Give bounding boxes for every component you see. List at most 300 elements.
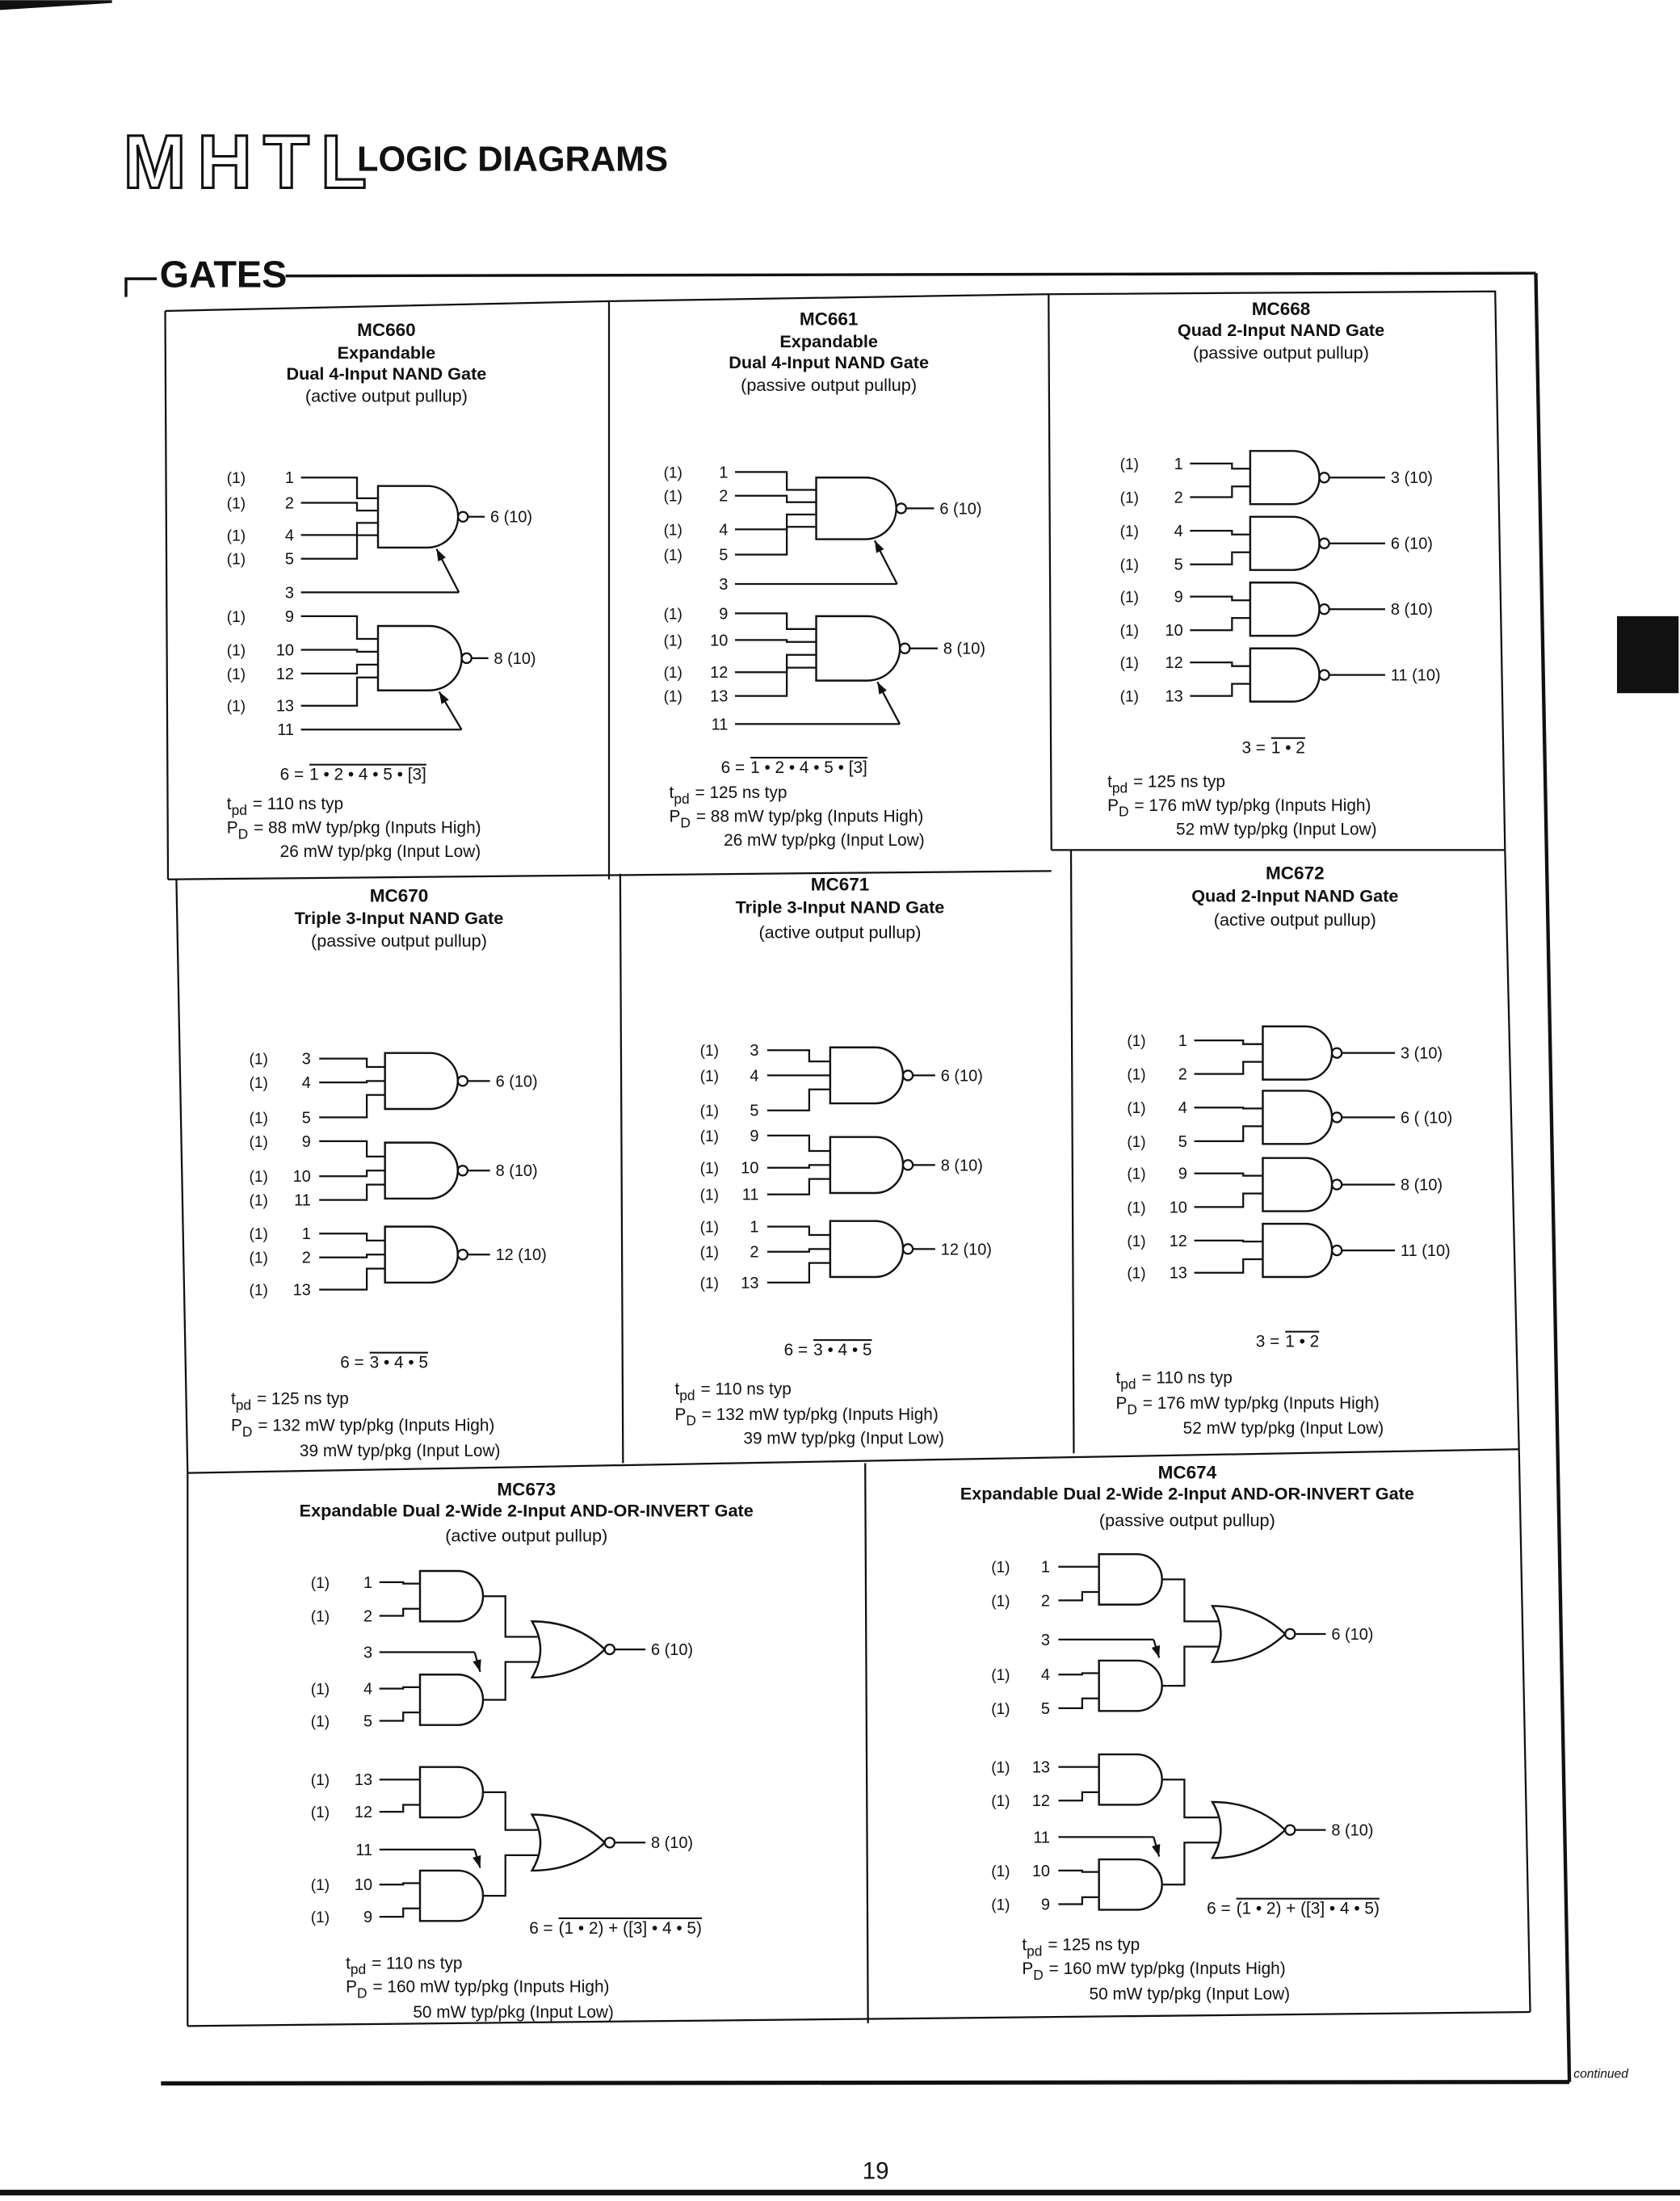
and-gate-symbol bbox=[420, 1767, 483, 1817]
inversion-bubble bbox=[1285, 1629, 1295, 1639]
pin-prefix: (1) bbox=[699, 1043, 719, 1061]
pin-prefix: (1) bbox=[1127, 1233, 1146, 1250]
and-gate-symbol bbox=[420, 1674, 483, 1724]
pin-number: 5 bbox=[1040, 1699, 1050, 1718]
pd-subscript: D bbox=[1033, 1967, 1044, 1984]
output-type: (active output pullup) bbox=[758, 922, 922, 943]
tpd-symbol: t bbox=[1115, 1368, 1121, 1388]
arrow-icon bbox=[1152, 1844, 1160, 1857]
and-gate-symbol bbox=[420, 1571, 483, 1621]
inversion-bubble bbox=[458, 512, 468, 522]
input-wire bbox=[735, 527, 817, 554]
inversion-bubble bbox=[897, 503, 906, 513]
nor-gate-symbol bbox=[532, 1621, 605, 1677]
pin-number: 1 bbox=[1178, 1032, 1187, 1050]
tpd-subscript: pd bbox=[235, 1397, 252, 1413]
input-wire bbox=[1058, 1592, 1098, 1600]
pin-number: 13 bbox=[741, 1274, 759, 1292]
inversion-bubble bbox=[1332, 1112, 1342, 1122]
pin-prefix: (1) bbox=[310, 1608, 330, 1626]
pd-subscript: D bbox=[1118, 803, 1129, 820]
pin-prefix: (1) bbox=[1127, 1133, 1146, 1151]
tpd-symbol: t bbox=[1107, 772, 1112, 792]
pd-high-value: = 176 mW typ/pkg (Inputs High) bbox=[1142, 1393, 1380, 1413]
gate-diagrams bbox=[227, 299, 1452, 2022]
equation-expression: 1 • 2 bbox=[1270, 738, 1305, 758]
inversion-bubble bbox=[458, 1250, 468, 1259]
propagation-delay bbox=[1107, 772, 1225, 796]
equation-expression: 3 • 4 • 5 bbox=[369, 1353, 429, 1372]
output-pin-label: 6 (10) bbox=[651, 1641, 694, 1659]
pin-prefix: (1) bbox=[699, 1128, 719, 1145]
power-dissipation-high bbox=[674, 1405, 938, 1429]
tpd-value: = 110 ns typ bbox=[700, 1380, 792, 1399]
power-dissipation-low: 52 mW typ/pkg (Input Low) bbox=[1182, 1419, 1384, 1439]
nand-gate-symbol bbox=[385, 1143, 458, 1199]
pin-prefix: (1) bbox=[991, 1559, 1010, 1577]
and-gate-symbol bbox=[1099, 1754, 1162, 1804]
pin-prefix: (1) bbox=[991, 1793, 1010, 1811]
input-wire bbox=[735, 496, 817, 502]
pin-number: 2 bbox=[1174, 489, 1183, 507]
equation-output: 6 = bbox=[720, 758, 746, 777]
pd-subscript: D bbox=[237, 825, 249, 842]
pin-number: 11 bbox=[1033, 1829, 1050, 1847]
equation-expression: 1 • 2 • 4 • 5 • [3] bbox=[309, 765, 426, 784]
and-gate-symbol bbox=[1099, 1554, 1162, 1604]
tpd-symbol: t bbox=[231, 1389, 236, 1409]
pin-number: 2 bbox=[284, 494, 294, 513]
pin-number: 4 bbox=[750, 1067, 759, 1086]
gate-description: Expandable Dual 2-Wide 2-Input AND-OR-INVERT Gate bbox=[960, 1483, 1414, 1504]
nand-gate-symbol bbox=[830, 1137, 903, 1193]
pin-number: 11 bbox=[355, 1841, 373, 1859]
tpd-value: = 125 ns typ bbox=[256, 1389, 349, 1409]
power-dissipation-high bbox=[1107, 796, 1371, 820]
pin-prefix: (1) bbox=[1127, 1033, 1146, 1050]
input-wire bbox=[319, 1185, 384, 1200]
pin-prefix: (1) bbox=[1119, 688, 1139, 706]
pin-number: 2 bbox=[301, 1249, 311, 1267]
input-wire bbox=[1195, 1062, 1263, 1074]
equation-output: 3 = bbox=[1255, 1332, 1280, 1351]
equation-output: 6 = bbox=[783, 1341, 808, 1360]
pin-prefix: (1) bbox=[1119, 456, 1139, 473]
input-wire bbox=[1190, 597, 1250, 601]
pd-high-value: = 88 mW typ/pkg (Inputs High) bbox=[254, 818, 481, 838]
pin-number: 12 bbox=[354, 1804, 373, 1822]
input-wire bbox=[1058, 1792, 1098, 1800]
pin-prefix: (1) bbox=[310, 1877, 330, 1895]
tpd-value: = 110 ns typ bbox=[372, 1954, 463, 1973]
input-wire bbox=[319, 1141, 384, 1157]
pin-prefix: (1) bbox=[699, 1160, 719, 1178]
and-gate-symbol bbox=[1099, 1661, 1162, 1711]
equation-expression: 1 • 2 • 4 • 5 • [3] bbox=[750, 758, 867, 777]
continued-note: continued bbox=[1573, 2067, 1628, 2081]
pin-prefix: (1) bbox=[991, 1863, 1010, 1880]
pin-prefix: (1) bbox=[249, 1282, 268, 1300]
input-wire bbox=[319, 1269, 384, 1290]
pin-number: 10 bbox=[741, 1159, 759, 1178]
pin-prefix: (1) bbox=[249, 1169, 268, 1187]
pin-number: 2 bbox=[719, 487, 729, 506]
pin-prefix: (1) bbox=[249, 1051, 268, 1069]
tpd-value: = 110 ns typ bbox=[1141, 1368, 1233, 1388]
pin-number: 9 bbox=[1040, 1896, 1050, 1914]
pd-high-value: = 160 mW typ/pkg (Inputs High) bbox=[1048, 1959, 1286, 1979]
and-to-or-wire bbox=[1162, 1579, 1218, 1621]
power-dissipation-high bbox=[231, 1417, 494, 1440]
output-pin-label: 6 (10) bbox=[1331, 1625, 1374, 1644]
tpd-symbol: t bbox=[1022, 1935, 1027, 1955]
and-gate-symbol bbox=[420, 1871, 483, 1921]
pd-symbol: P bbox=[674, 1405, 687, 1424]
pd-high-value: = 88 mW typ/pkg (Inputs High) bbox=[695, 807, 924, 826]
pd-high-value: = 132 mW typ/pkg (Inputs High) bbox=[701, 1405, 939, 1424]
propagation-delay bbox=[346, 1954, 462, 1977]
pin-number: 1 bbox=[363, 1573, 373, 1592]
input-wire bbox=[1195, 1107, 1263, 1108]
pin-number: 4 bbox=[363, 1680, 373, 1699]
pin-prefix: (1) bbox=[226, 495, 246, 513]
arrow-icon bbox=[472, 1855, 481, 1868]
pin-number: 12 bbox=[1169, 1232, 1187, 1250]
pd-high-value: = 176 mW typ/pkg (Inputs High) bbox=[1134, 796, 1371, 815]
pin-number: 9 bbox=[1178, 1165, 1187, 1183]
pin-number: 9 bbox=[719, 605, 729, 624]
propagation-delay bbox=[1022, 1936, 1140, 1959]
input-wire bbox=[319, 1254, 384, 1257]
gate-cell-3 bbox=[231, 885, 547, 1460]
output-pin-label: 8 (10) bbox=[494, 649, 536, 668]
pin-prefix: (1) bbox=[226, 642, 246, 660]
logic-equation bbox=[529, 1919, 702, 1938]
pin-number: 4 bbox=[1178, 1099, 1187, 1118]
input-wire bbox=[735, 613, 817, 628]
equation-expression: (1 • 2) + ([3] • 4 • 5) bbox=[558, 1918, 702, 1938]
inversion-bubble bbox=[458, 1166, 468, 1175]
pin-prefix: (1) bbox=[699, 1275, 719, 1292]
nand-gate-symbol bbox=[385, 1053, 458, 1109]
pin-prefix: (1) bbox=[249, 1250, 268, 1267]
pin-prefix: (1) bbox=[310, 1681, 330, 1699]
input-wire bbox=[380, 1884, 420, 1885]
output-type: (passive output pullup) bbox=[1193, 342, 1369, 363]
pin-number: 10 bbox=[1165, 622, 1183, 641]
tpd-subscript: pd bbox=[231, 802, 247, 819]
nand-gate-symbol bbox=[378, 486, 458, 548]
pin-number: 5 bbox=[719, 546, 729, 565]
input-wire bbox=[319, 1095, 384, 1118]
nand-gate-symbol bbox=[1262, 1158, 1332, 1212]
and-to-or-wire bbox=[483, 1792, 538, 1830]
gate-cell-7 bbox=[960, 1463, 1414, 2004]
input-wire bbox=[1058, 1897, 1098, 1905]
equation-expression: (1 • 2) + ([3] • 4 • 5) bbox=[1236, 1899, 1380, 1918]
tpd-subscript: pd bbox=[1111, 779, 1128, 796]
inversion-bubble bbox=[903, 1244, 913, 1254]
power-dissipation-low: 50 mW typ/pkg (Input Low) bbox=[1089, 1985, 1291, 2004]
output-pin-label: 8 (10) bbox=[1331, 1821, 1374, 1840]
pin-prefix: (1) bbox=[1119, 523, 1139, 541]
pin-prefix: (1) bbox=[1127, 1166, 1146, 1183]
nor-gate-symbol bbox=[532, 1815, 605, 1871]
inversion-bubble bbox=[605, 1644, 615, 1654]
pin-number: 3 bbox=[301, 1050, 311, 1069]
output-pin-label: 6 ( (10) bbox=[1401, 1109, 1453, 1128]
pin-number: 13 bbox=[1031, 1758, 1050, 1777]
logic-equation bbox=[1256, 1333, 1319, 1351]
output-pin-label: 6 (10) bbox=[1390, 535, 1433, 553]
tpd-value: = 125 ns typ bbox=[1133, 772, 1225, 792]
nand-gate-symbol bbox=[1262, 1224, 1332, 1277]
input-wire bbox=[301, 616, 378, 639]
pin-number: 4 bbox=[1040, 1666, 1050, 1685]
arrow-icon bbox=[472, 1659, 481, 1672]
pin-number: 1 bbox=[1174, 455, 1183, 473]
equation-expression: 3 • 4 • 5 bbox=[813, 1341, 872, 1360]
power-dissipation-high bbox=[1115, 1394, 1379, 1418]
gate-description: Expandable Dual 2-Wide 2-Input AND-OR-INVERT Gate bbox=[299, 1500, 754, 1521]
input-wire bbox=[301, 649, 378, 651]
arrow-icon bbox=[436, 549, 445, 561]
nand-gate-symbol bbox=[817, 616, 901, 681]
arrow-icon bbox=[875, 540, 884, 552]
inversion-bubble bbox=[1332, 1048, 1342, 1058]
pin-prefix: (1) bbox=[991, 1759, 1010, 1777]
pin-prefix: (1) bbox=[249, 1192, 268, 1210]
gate-cell-5 bbox=[1115, 863, 1452, 1438]
pin-prefix: (1) bbox=[249, 1075, 268, 1092]
pin-number: 11 bbox=[277, 721, 294, 740]
gate-description: Expandable bbox=[779, 331, 878, 352]
pin-number: 9 bbox=[363, 1909, 373, 1927]
inversion-bubble bbox=[462, 653, 472, 663]
logic-equation bbox=[1207, 1900, 1380, 1918]
pin-prefix: (1) bbox=[1127, 1100, 1146, 1118]
pin-prefix: (1) bbox=[699, 1068, 719, 1086]
input-wire bbox=[1190, 662, 1250, 666]
part-number: MC670 bbox=[369, 885, 429, 906]
output-pin-label: 3 (10) bbox=[1401, 1044, 1443, 1063]
pin-prefix: (1) bbox=[310, 1772, 330, 1790]
input-wire bbox=[1195, 1126, 1263, 1140]
page-title: LOGIC DIAGRAMS bbox=[357, 140, 669, 179]
pd-subscript: D bbox=[680, 814, 691, 831]
pd-subscript: D bbox=[686, 1412, 696, 1429]
gate-description: Triple 3-Input NAND Gate bbox=[294, 908, 504, 929]
input-wire bbox=[301, 523, 378, 535]
nand-gate-symbol bbox=[1250, 649, 1320, 702]
scan-mark bbox=[0, 0, 112, 10]
power-dissipation-high bbox=[346, 1978, 609, 2001]
pd-subscript: D bbox=[242, 1423, 253, 1440]
pin-prefix: (1) bbox=[663, 522, 682, 540]
pin-prefix: (1) bbox=[249, 1110, 268, 1128]
tpd-symbol: t bbox=[669, 783, 674, 803]
nand-gate-symbol bbox=[1262, 1027, 1332, 1080]
frame bbox=[126, 273, 1569, 2083]
output-pin-label: 8 (10) bbox=[943, 640, 985, 658]
logic-equation bbox=[784, 1341, 872, 1359]
output-pin-label: 6 (10) bbox=[495, 1073, 538, 1091]
logic-equation bbox=[1241, 739, 1304, 758]
pin-number: 5 bbox=[363, 1712, 373, 1731]
power-dissipation-high bbox=[670, 808, 924, 831]
mhtl-logo: MHTL bbox=[123, 119, 378, 204]
inversion-bubble bbox=[458, 1076, 468, 1086]
output-pin-label: 8 (10) bbox=[940, 1157, 983, 1175]
and-to-or-wire bbox=[1162, 1779, 1218, 1817]
and-to-or-wire bbox=[483, 1596, 538, 1636]
tpd-symbol: t bbox=[674, 1380, 680, 1399]
pin-prefix: (1) bbox=[1119, 489, 1139, 507]
pin-number: 4 bbox=[284, 527, 294, 545]
input-wire bbox=[380, 1712, 420, 1720]
pin-number: 12 bbox=[1031, 1792, 1050, 1811]
pin-prefix: (1) bbox=[699, 1103, 719, 1120]
pin-number: 13 bbox=[275, 697, 294, 716]
input-wire bbox=[380, 1582, 420, 1584]
pin-number: 10 bbox=[354, 1876, 373, 1895]
nand-gate-symbol bbox=[1250, 517, 1320, 570]
power-dissipation-low: 26 mW typ/pkg (Input Low) bbox=[279, 842, 481, 861]
pin-number: 10 bbox=[292, 1168, 311, 1187]
pin-number: 12 bbox=[710, 664, 729, 683]
part-number: MC668 bbox=[1251, 299, 1311, 320]
input-wire bbox=[1190, 464, 1250, 468]
input-wire bbox=[1190, 684, 1250, 696]
input-wire bbox=[319, 1081, 384, 1082]
arrow-icon bbox=[1152, 1645, 1160, 1658]
input-wire bbox=[1195, 1174, 1263, 1176]
and-to-or-wire bbox=[1162, 1647, 1218, 1686]
pin-prefix: (1) bbox=[663, 606, 682, 624]
input-wire bbox=[380, 1687, 420, 1689]
pin-number: 1 bbox=[284, 469, 294, 488]
arrow-icon bbox=[877, 682, 887, 694]
nand-gate-symbol bbox=[378, 626, 462, 691]
output-pin-label: 11 (10) bbox=[1390, 666, 1441, 685]
part-number: MC673 bbox=[497, 1479, 556, 1500]
pin-number: 13 bbox=[1169, 1264, 1187, 1283]
input-wire bbox=[301, 678, 378, 706]
pin-prefix: (1) bbox=[663, 464, 682, 482]
nand-gate-symbol bbox=[385, 1227, 458, 1283]
output-type: (active output pullup) bbox=[1213, 909, 1376, 930]
pin-number: 2 bbox=[1178, 1065, 1187, 1084]
tpd-subscript: pd bbox=[350, 1961, 367, 1978]
pd-symbol: P bbox=[226, 818, 238, 838]
section-tab-marker bbox=[1617, 616, 1678, 693]
pin-number: 1 bbox=[719, 464, 729, 482]
pin-prefix: (1) bbox=[991, 1593, 1010, 1611]
input-wire bbox=[1195, 1194, 1263, 1208]
pin-number: 10 bbox=[275, 641, 294, 660]
pin-prefix: (1) bbox=[991, 1896, 1010, 1914]
input-wire bbox=[301, 665, 378, 674]
tpd-value: = 125 ns typ bbox=[1048, 1935, 1140, 1955]
output-pin-label: 8 (10) bbox=[1390, 601, 1433, 620]
pin-prefix: (1) bbox=[1119, 623, 1139, 641]
gate-cell-6 bbox=[300, 1479, 754, 2022]
power-dissipation-low: 39 mW typ/pkg (Input Low) bbox=[743, 1429, 944, 1448]
pin-number: 2 bbox=[750, 1243, 759, 1262]
input-wire bbox=[1190, 552, 1250, 565]
propagation-delay bbox=[227, 795, 343, 818]
pin-number: 9 bbox=[301, 1132, 311, 1151]
pd-symbol: P bbox=[231, 1416, 242, 1435]
propagation-delay bbox=[1115, 1369, 1232, 1392]
inversion-bubble bbox=[1332, 1245, 1342, 1255]
tpd-symbol: t bbox=[226, 795, 232, 814]
input-wire bbox=[301, 502, 378, 510]
inversion-bubble bbox=[1319, 670, 1329, 680]
part-number: MC674 bbox=[1157, 1462, 1217, 1483]
pin-number: 1 bbox=[1040, 1558, 1050, 1577]
output-pin-label: 12 (10) bbox=[495, 1246, 547, 1265]
pin-prefix: (1) bbox=[663, 632, 682, 650]
equation-output: 3 = bbox=[1241, 738, 1266, 758]
pin-number: 4 bbox=[1174, 523, 1183, 541]
pin-number: 1 bbox=[750, 1218, 759, 1237]
inversion-bubble bbox=[1319, 539, 1329, 548]
nor-gate-symbol bbox=[1212, 1802, 1285, 1858]
gate-description: Expandable bbox=[337, 342, 436, 363]
pin-prefix: (1) bbox=[249, 1226, 268, 1244]
input-wire bbox=[767, 1227, 830, 1235]
pin-prefix: (1) bbox=[310, 1574, 330, 1592]
pin-number: 12 bbox=[275, 665, 294, 683]
input-wire bbox=[767, 1050, 830, 1061]
tpd-subscript: pd bbox=[674, 791, 690, 808]
logic-equation bbox=[340, 1354, 428, 1372]
pin-prefix: (1) bbox=[310, 1713, 330, 1731]
pin-prefix: (1) bbox=[699, 1187, 719, 1204]
input-wire bbox=[319, 1233, 384, 1241]
gate-description: Triple 3-Input NAND Gate bbox=[735, 897, 945, 918]
nand-gate-symbol bbox=[1250, 451, 1320, 504]
pin-number: 11 bbox=[741, 1186, 759, 1204]
pin-number: 2 bbox=[1040, 1592, 1050, 1611]
pin-number: 3 bbox=[719, 575, 729, 594]
equation-output: 6 = bbox=[529, 1918, 553, 1938]
pin-number: 9 bbox=[750, 1127, 759, 1145]
pin-number: 2 bbox=[363, 1607, 373, 1626]
pd-symbol: P bbox=[1107, 796, 1119, 815]
pin-number: 5 bbox=[750, 1102, 759, 1120]
section-title-gates: GATES bbox=[159, 253, 288, 296]
part-number: MC661 bbox=[799, 309, 859, 330]
cell-grid bbox=[166, 292, 1531, 2027]
pd-symbol: P bbox=[1115, 1393, 1128, 1413]
input-wire bbox=[1058, 1699, 1098, 1708]
pin-prefix: (1) bbox=[663, 488, 682, 506]
pin-prefix: (1) bbox=[663, 688, 682, 706]
part-number: MC671 bbox=[810, 874, 870, 895]
pin-number: 9 bbox=[1174, 588, 1183, 607]
and-to-or-wire bbox=[483, 1662, 538, 1700]
pin-prefix: (1) bbox=[226, 470, 246, 488]
propagation-delay bbox=[674, 1380, 791, 1404]
output-pin-label: 3 (10) bbox=[1390, 469, 1433, 488]
nand-gate-symbol bbox=[830, 1048, 903, 1103]
input-wire bbox=[1195, 1040, 1263, 1044]
inversion-bubble bbox=[605, 1838, 615, 1847]
inversion-bubble bbox=[1285, 1825, 1295, 1835]
inversion-bubble bbox=[1319, 473, 1329, 482]
